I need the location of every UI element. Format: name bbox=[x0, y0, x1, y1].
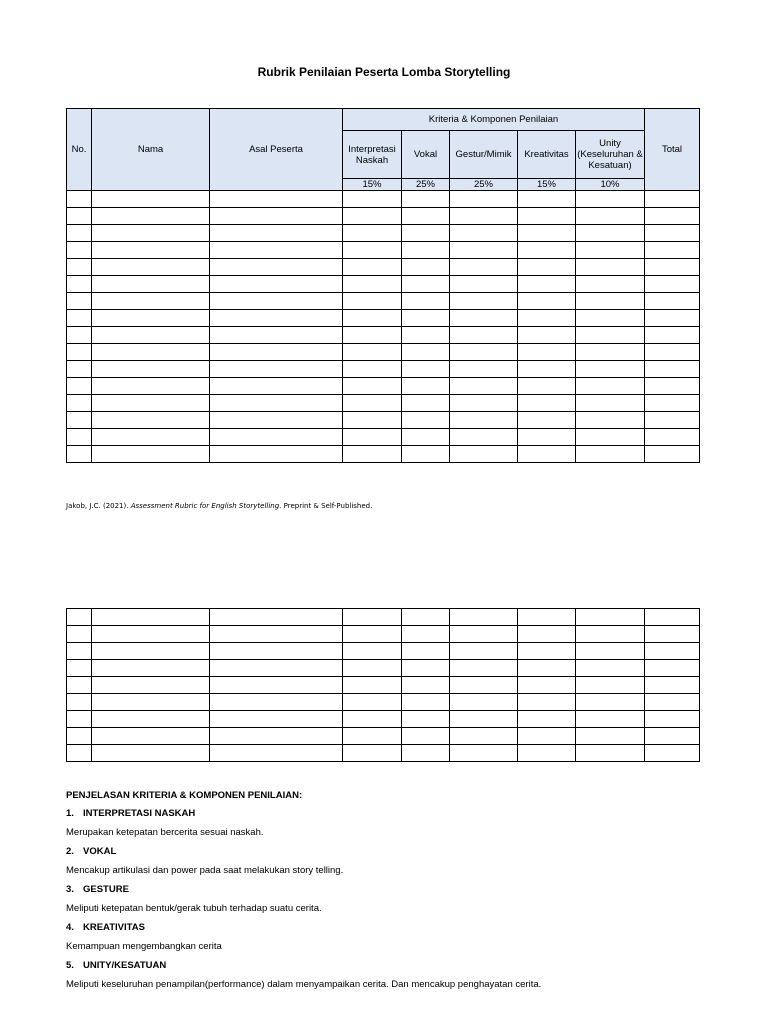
table-row bbox=[67, 259, 700, 276]
table-cell[interactable] bbox=[576, 446, 645, 463]
table-cell[interactable] bbox=[343, 293, 402, 310]
table-cell[interactable] bbox=[576, 412, 645, 429]
citation-work: Assessment Rubric for English Storytelling bbox=[130, 502, 280, 510]
table-cell[interactable] bbox=[92, 378, 210, 395]
criterion-description: Merupakan ketepatan bercerita sesuai naskah. bbox=[66, 827, 264, 838]
table-row bbox=[67, 609, 700, 626]
table-cell[interactable] bbox=[450, 208, 518, 225]
table-cell[interactable] bbox=[343, 643, 402, 660]
table-cell[interactable] bbox=[645, 191, 700, 208]
table-cell[interactable] bbox=[518, 208, 576, 225]
table-row bbox=[67, 327, 700, 344]
table-cell[interactable] bbox=[450, 609, 518, 626]
criterion-description: Kemampuan mengembangkan cerita bbox=[66, 941, 222, 952]
table-cell[interactable] bbox=[343, 378, 402, 395]
table-cell[interactable] bbox=[343, 276, 402, 293]
table-cell[interactable] bbox=[92, 429, 210, 446]
header-total: Total bbox=[645, 109, 700, 191]
criterion-name: UNITY/KESATUAN bbox=[83, 960, 167, 971]
table-cell[interactable] bbox=[518, 660, 576, 677]
table-cell[interactable] bbox=[92, 242, 210, 259]
table-cell[interactable] bbox=[210, 694, 343, 711]
table-cell[interactable] bbox=[67, 643, 92, 660]
table-cell[interactable] bbox=[210, 293, 343, 310]
table-cell[interactable] bbox=[92, 327, 210, 344]
table-cell[interactable] bbox=[210, 728, 343, 745]
table-cell[interactable] bbox=[576, 310, 645, 327]
table-cell[interactable] bbox=[210, 609, 343, 626]
table-cell[interactable] bbox=[402, 225, 450, 242]
table-cell[interactable] bbox=[576, 191, 645, 208]
table-row bbox=[67, 191, 700, 208]
table-cell[interactable] bbox=[645, 446, 700, 463]
table-cell[interactable] bbox=[576, 728, 645, 745]
table-cell[interactable] bbox=[518, 242, 576, 259]
table-cell[interactable] bbox=[210, 412, 343, 429]
table-cell[interactable] bbox=[645, 728, 700, 745]
table-cell[interactable] bbox=[67, 412, 92, 429]
table-cell[interactable] bbox=[518, 191, 576, 208]
table-cell[interactable] bbox=[450, 293, 518, 310]
header-interpretasi: Interpretasi Naskah bbox=[343, 131, 402, 179]
table-cell[interactable] bbox=[518, 694, 576, 711]
table-cell[interactable] bbox=[92, 677, 210, 694]
table-cell[interactable] bbox=[210, 378, 343, 395]
table-cell[interactable] bbox=[645, 626, 700, 643]
table-cell[interactable] bbox=[645, 259, 700, 276]
table-cell[interactable] bbox=[343, 395, 402, 412]
table-cell[interactable] bbox=[645, 429, 700, 446]
table-cell[interactable] bbox=[402, 677, 450, 694]
table-cell[interactable] bbox=[450, 378, 518, 395]
criterion-title bbox=[66, 846, 706, 865]
table-cell[interactable] bbox=[67, 395, 92, 412]
table-cell[interactable] bbox=[92, 728, 210, 745]
table-cell[interactable] bbox=[518, 677, 576, 694]
table-cell[interactable] bbox=[576, 208, 645, 225]
table-cell[interactable] bbox=[67, 429, 92, 446]
criterion-number: 3. bbox=[66, 884, 74, 895]
table-cell[interactable] bbox=[576, 259, 645, 276]
table-cell[interactable] bbox=[645, 745, 700, 762]
document-title: Rubrik Penilaian Peserta Lomba Storytelling bbox=[257, 65, 511, 79]
table-row bbox=[67, 293, 700, 310]
table-cell[interactable] bbox=[402, 429, 450, 446]
criterion-title bbox=[66, 808, 706, 827]
table-cell[interactable] bbox=[450, 677, 518, 694]
table-cell[interactable] bbox=[576, 276, 645, 293]
table-cell[interactable] bbox=[67, 446, 92, 463]
table-cell[interactable] bbox=[67, 694, 92, 711]
criterion-description: Meliputi keseluruhan penampilan(performance) dalam menyampaikan cerita. Dan mencakup penghayatan cerita. bbox=[66, 979, 542, 990]
table-cell[interactable] bbox=[450, 643, 518, 660]
table-cell[interactable] bbox=[576, 378, 645, 395]
table-cell[interactable] bbox=[450, 412, 518, 429]
criterion-number: 1. bbox=[66, 808, 74, 819]
table-row bbox=[67, 429, 700, 446]
table-cell[interactable] bbox=[402, 626, 450, 643]
criterion-description: Mencakup artikulasi dan power pada saat melakukan story telling. bbox=[66, 865, 344, 876]
table-cell[interactable] bbox=[450, 310, 518, 327]
weight-gestur: 25% bbox=[450, 179, 518, 191]
criterion-title bbox=[66, 884, 706, 903]
table-cell[interactable] bbox=[518, 276, 576, 293]
table-cell[interactable] bbox=[210, 208, 343, 225]
table-cell[interactable] bbox=[67, 378, 92, 395]
table-cell[interactable] bbox=[450, 728, 518, 745]
table-cell[interactable] bbox=[450, 626, 518, 643]
table-cell[interactable] bbox=[450, 711, 518, 728]
table-cell[interactable] bbox=[518, 609, 576, 626]
table-row bbox=[67, 694, 700, 711]
table-cell[interactable] bbox=[92, 609, 210, 626]
header-no: No. bbox=[67, 109, 92, 191]
weight-interpretasi: 15% bbox=[343, 179, 402, 191]
table-cell[interactable] bbox=[67, 310, 92, 327]
table-cell[interactable] bbox=[92, 293, 210, 310]
table-cell[interactable] bbox=[645, 643, 700, 660]
table-row bbox=[67, 361, 700, 378]
table-cell[interactable] bbox=[343, 242, 402, 259]
table-row bbox=[67, 225, 700, 242]
table-cell[interactable] bbox=[92, 310, 210, 327]
table-cell[interactable] bbox=[402, 293, 450, 310]
table-cell[interactable] bbox=[343, 208, 402, 225]
table-cell[interactable] bbox=[450, 276, 518, 293]
table-cell[interactable] bbox=[210, 191, 343, 208]
table-row bbox=[67, 677, 700, 694]
table-cell[interactable] bbox=[645, 225, 700, 242]
table-cell[interactable] bbox=[518, 412, 576, 429]
table-cell[interactable] bbox=[210, 745, 343, 762]
rubric-table bbox=[66, 108, 700, 463]
table-cell[interactable] bbox=[402, 327, 450, 344]
table-cell[interactable] bbox=[518, 395, 576, 412]
table-cell[interactable] bbox=[210, 225, 343, 242]
table-cell[interactable] bbox=[67, 728, 92, 745]
citation-prefix: Jakob, J.C. (2021). bbox=[66, 502, 131, 510]
table-cell[interactable] bbox=[92, 711, 210, 728]
table-cell[interactable] bbox=[402, 643, 450, 660]
table-cell[interactable] bbox=[343, 745, 402, 762]
header-nama: Nama bbox=[92, 109, 210, 191]
table-cell[interactable] bbox=[518, 361, 576, 378]
table-cell[interactable] bbox=[343, 711, 402, 728]
table-cell[interactable] bbox=[450, 446, 518, 463]
table-cell[interactable] bbox=[518, 378, 576, 395]
table-cell[interactable] bbox=[450, 327, 518, 344]
criterion-description: Meliputi ketepatan bentuk/gerak tubuh terhadap suatu cerita. bbox=[66, 903, 322, 914]
table-cell[interactable] bbox=[92, 259, 210, 276]
table-cell[interactable] bbox=[343, 361, 402, 378]
table-cell[interactable] bbox=[92, 208, 210, 225]
table-cell[interactable] bbox=[67, 677, 92, 694]
table-cell[interactable] bbox=[402, 242, 450, 259]
citation-suffix: . Preprint & Self-Published. bbox=[279, 502, 373, 510]
table-row bbox=[67, 660, 700, 677]
table-cell[interactable] bbox=[450, 242, 518, 259]
table-cell[interactable] bbox=[518, 259, 576, 276]
table-cell[interactable] bbox=[576, 745, 645, 762]
table-cell[interactable] bbox=[67, 293, 92, 310]
table-cell[interactable] bbox=[450, 361, 518, 378]
table-cell[interactable] bbox=[67, 626, 92, 643]
table-cell[interactable] bbox=[576, 361, 645, 378]
table-row bbox=[67, 242, 700, 259]
table-cell[interactable] bbox=[518, 344, 576, 361]
header-gestur: Gestur/Mimik bbox=[450, 131, 518, 179]
table-cell[interactable] bbox=[518, 643, 576, 660]
header-kreativitas: Kreativitas bbox=[518, 131, 576, 179]
table-cell[interactable] bbox=[210, 626, 343, 643]
table-cell[interactable] bbox=[576, 626, 645, 643]
table-cell[interactable] bbox=[402, 310, 450, 327]
criterion-title bbox=[66, 960, 706, 979]
table-cell[interactable] bbox=[210, 660, 343, 677]
table-row bbox=[67, 745, 700, 762]
table-cell[interactable] bbox=[576, 344, 645, 361]
criterion-number: 2. bbox=[66, 846, 74, 857]
table-cell[interactable] bbox=[92, 276, 210, 293]
table-cell[interactable] bbox=[645, 293, 700, 310]
table-cell[interactable] bbox=[576, 609, 645, 626]
table-cell[interactable] bbox=[343, 609, 402, 626]
table-cell[interactable] bbox=[450, 745, 518, 762]
table-cell[interactable] bbox=[67, 259, 92, 276]
table-row bbox=[67, 446, 700, 463]
header-asal-peserta: Asal Peserta bbox=[210, 109, 343, 191]
criterion-name: INTERPRETASI NASKAH bbox=[83, 808, 196, 819]
table-cell[interactable] bbox=[450, 429, 518, 446]
table-cell[interactable] bbox=[210, 677, 343, 694]
table-cell[interactable] bbox=[210, 643, 343, 660]
table-cell[interactable] bbox=[343, 191, 402, 208]
table-cell[interactable] bbox=[402, 609, 450, 626]
table-cell[interactable] bbox=[518, 225, 576, 242]
table-cell[interactable] bbox=[92, 694, 210, 711]
table-cell[interactable] bbox=[402, 728, 450, 745]
criterion-name: VOKAL bbox=[83, 846, 117, 857]
table-cell[interactable] bbox=[645, 310, 700, 327]
table-cell[interactable] bbox=[92, 225, 210, 242]
table-cell[interactable] bbox=[576, 643, 645, 660]
table-cell[interactable] bbox=[67, 609, 92, 626]
table-cell[interactable] bbox=[210, 344, 343, 361]
table-cell[interactable] bbox=[518, 429, 576, 446]
table-row bbox=[67, 395, 700, 412]
table-cell[interactable] bbox=[343, 728, 402, 745]
table-cell[interactable] bbox=[343, 225, 402, 242]
table-cell[interactable] bbox=[645, 694, 700, 711]
table-cell[interactable] bbox=[645, 242, 700, 259]
table-cell[interactable] bbox=[210, 429, 343, 446]
table-cell[interactable] bbox=[92, 626, 210, 643]
table-cell[interactable] bbox=[402, 259, 450, 276]
table-cell[interactable] bbox=[67, 344, 92, 361]
table-cell[interactable] bbox=[645, 361, 700, 378]
table-cell[interactable] bbox=[343, 310, 402, 327]
table-cell[interactable] bbox=[92, 395, 210, 412]
table-cell[interactable] bbox=[402, 208, 450, 225]
table-cell[interactable] bbox=[210, 395, 343, 412]
criterion-number: 5. bbox=[66, 960, 74, 971]
header-vokal: Vokal bbox=[402, 131, 450, 179]
table-cell[interactable] bbox=[576, 429, 645, 446]
table-row bbox=[67, 378, 700, 395]
table-cell[interactable] bbox=[343, 626, 402, 643]
table-cell[interactable] bbox=[518, 728, 576, 745]
table-cell[interactable] bbox=[576, 677, 645, 694]
table-cell[interactable] bbox=[450, 225, 518, 242]
table-cell[interactable] bbox=[450, 694, 518, 711]
table-cell[interactable] bbox=[67, 327, 92, 344]
table-cell[interactable] bbox=[645, 660, 700, 677]
table-cell[interactable] bbox=[402, 660, 450, 677]
table-cell[interactable] bbox=[518, 626, 576, 643]
table-cell[interactable] bbox=[518, 711, 576, 728]
table-cell[interactable] bbox=[450, 344, 518, 361]
table-cell[interactable] bbox=[67, 361, 92, 378]
table-cell[interactable] bbox=[645, 378, 700, 395]
table-cell[interactable] bbox=[92, 745, 210, 762]
table-cell[interactable] bbox=[518, 310, 576, 327]
table-cell[interactable] bbox=[576, 711, 645, 728]
table-cell[interactable] bbox=[402, 446, 450, 463]
table-cell[interactable] bbox=[576, 395, 645, 412]
criterion-number: 4. bbox=[66, 922, 74, 933]
table-cell[interactable] bbox=[576, 225, 645, 242]
table-row bbox=[67, 412, 700, 429]
table-cell[interactable] bbox=[210, 310, 343, 327]
table-row bbox=[67, 626, 700, 643]
table-cell[interactable] bbox=[67, 242, 92, 259]
rubric-table-continued bbox=[66, 608, 700, 762]
table-row bbox=[67, 728, 700, 745]
table-cell[interactable] bbox=[402, 344, 450, 361]
table-row bbox=[67, 276, 700, 293]
table-row bbox=[67, 208, 700, 225]
table-cell[interactable] bbox=[402, 412, 450, 429]
table-cell[interactable] bbox=[67, 276, 92, 293]
table-cell[interactable] bbox=[67, 191, 92, 208]
table-cell[interactable] bbox=[645, 276, 700, 293]
table-row bbox=[67, 310, 700, 327]
table-cell[interactable] bbox=[518, 327, 576, 344]
citation bbox=[66, 502, 372, 510]
table-cell[interactable] bbox=[343, 446, 402, 463]
table-cell[interactable] bbox=[92, 191, 210, 208]
header-criteria-group: Kriteria & Komponen Penilaian bbox=[343, 109, 645, 131]
table-cell[interactable] bbox=[210, 361, 343, 378]
criterion-name: KREATIVITAS bbox=[83, 922, 145, 933]
table-cell[interactable] bbox=[402, 361, 450, 378]
table-cell[interactable] bbox=[576, 660, 645, 677]
table-cell[interactable] bbox=[402, 276, 450, 293]
table-cell[interactable] bbox=[576, 327, 645, 344]
table-cell[interactable] bbox=[343, 412, 402, 429]
table-cell[interactable] bbox=[67, 711, 92, 728]
weight-kreativitas: 15% bbox=[518, 179, 576, 191]
table-cell[interactable] bbox=[576, 694, 645, 711]
table-cell[interactable] bbox=[92, 361, 210, 378]
criterion-name: GESTURE bbox=[83, 884, 129, 895]
table-cell[interactable] bbox=[92, 446, 210, 463]
table-cell[interactable] bbox=[450, 660, 518, 677]
table-cell[interactable] bbox=[92, 660, 210, 677]
weight-vokal: 25% bbox=[402, 179, 450, 191]
table-cell[interactable] bbox=[210, 242, 343, 259]
table-cell[interactable] bbox=[576, 242, 645, 259]
criterion-title bbox=[66, 922, 706, 941]
table-cell[interactable] bbox=[210, 327, 343, 344]
table-row bbox=[67, 643, 700, 660]
table-cell[interactable] bbox=[402, 378, 450, 395]
table-cell[interactable] bbox=[645, 344, 700, 361]
table-cell[interactable] bbox=[450, 259, 518, 276]
table-cell[interactable] bbox=[576, 293, 645, 310]
table-cell[interactable] bbox=[518, 293, 576, 310]
table-cell[interactable] bbox=[343, 344, 402, 361]
table-cell[interactable] bbox=[343, 677, 402, 694]
table-cell[interactable] bbox=[67, 208, 92, 225]
table-cell[interactable] bbox=[402, 694, 450, 711]
table-cell[interactable] bbox=[210, 711, 343, 728]
table-cell[interactable] bbox=[645, 609, 700, 626]
table-cell[interactable] bbox=[210, 276, 343, 293]
table-cell[interactable] bbox=[67, 745, 92, 762]
table-cell[interactable] bbox=[343, 660, 402, 677]
table-cell[interactable] bbox=[645, 711, 700, 728]
table-cell[interactable] bbox=[402, 395, 450, 412]
table-cell[interactable] bbox=[518, 446, 576, 463]
table-cell[interactable] bbox=[343, 259, 402, 276]
table-cell[interactable] bbox=[450, 395, 518, 412]
table-cell[interactable] bbox=[645, 327, 700, 344]
table-cell[interactable] bbox=[343, 327, 402, 344]
weight-unity: 10% bbox=[576, 179, 645, 191]
table-cell[interactable] bbox=[210, 446, 343, 463]
table-cell[interactable] bbox=[518, 745, 576, 762]
table-cell[interactable] bbox=[402, 191, 450, 208]
table-cell[interactable] bbox=[67, 660, 92, 677]
table-cell[interactable] bbox=[92, 412, 210, 429]
table-row bbox=[67, 344, 700, 361]
header-unity: Unity (Keseluruhan & Kesatuan) bbox=[576, 131, 645, 179]
table-cell[interactable] bbox=[402, 711, 450, 728]
table-cell[interactable] bbox=[645, 677, 700, 694]
explanation-heading: PENJELASAN KRITERIA & KOMPONEN PENILAIAN: bbox=[66, 790, 303, 801]
table-cell[interactable] bbox=[450, 191, 518, 208]
table-cell[interactable] bbox=[645, 208, 700, 225]
table-cell[interactable] bbox=[343, 429, 402, 446]
table-cell[interactable] bbox=[92, 643, 210, 660]
table-cell[interactable] bbox=[210, 259, 343, 276]
criteria-explanation bbox=[66, 790, 706, 998]
table-cell[interactable] bbox=[343, 694, 402, 711]
table-cell[interactable] bbox=[92, 344, 210, 361]
table-cell[interactable] bbox=[645, 395, 700, 412]
table-cell[interactable] bbox=[402, 745, 450, 762]
table-row bbox=[67, 711, 700, 728]
table-cell[interactable] bbox=[67, 225, 92, 242]
table-cell[interactable] bbox=[645, 412, 700, 429]
